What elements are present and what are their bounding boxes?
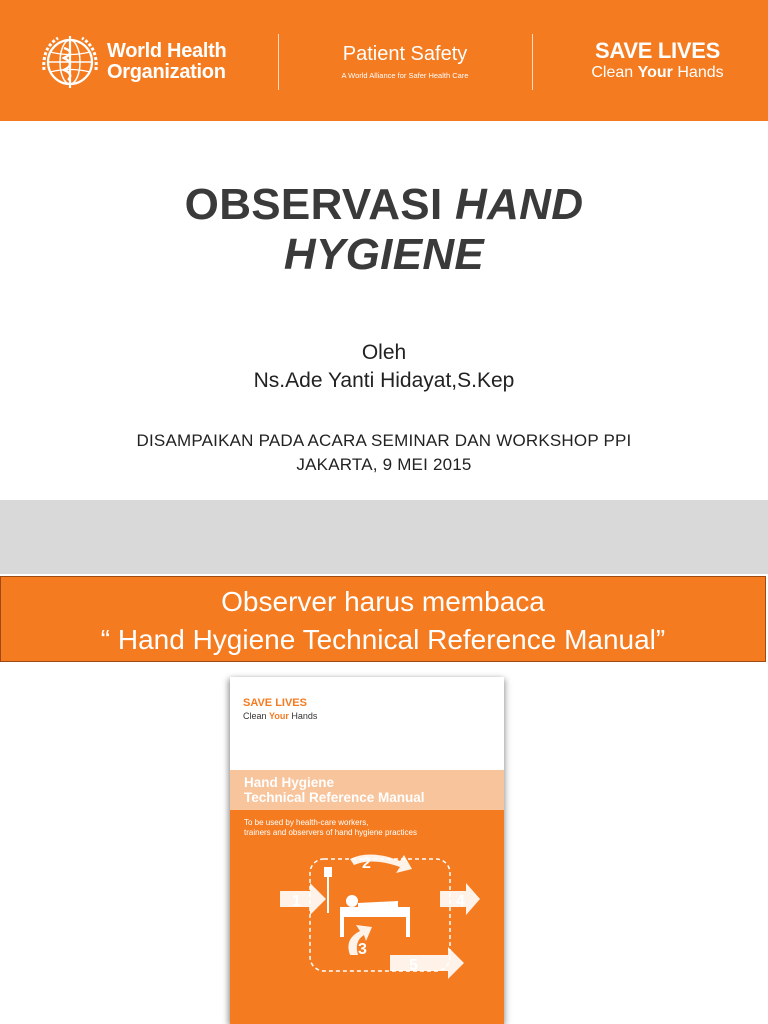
save-lives-logo [570,39,745,83]
cover-title-line1: Hand Hygiene [244,775,335,790]
by-label: Oleh [361,341,407,364]
moment-number: 2 [362,855,371,872]
header-bar [0,0,768,121]
manual-banner [0,576,766,662]
who-logo [40,32,240,92]
five-moments-diagram [280,851,480,991]
slide-title [84,180,684,280]
cover-title-line2: Technical Reference Manual [244,790,425,805]
patient-safety-title: Patient Safety [342,43,468,65]
who-emblem-icon [40,32,100,92]
cover-desc-line2: trainers and observers of hand hygiene practices [244,828,417,837]
cover-title [244,775,425,805]
location-date: JAKARTA, 9 MEI 2015 [296,455,472,474]
banner-line1: Observer harus membaca [221,586,545,617]
who-line1: World Health [107,40,227,62]
slogan-clean: Clean [591,64,634,81]
cover-slogan-clean: Clean [243,711,267,721]
moment-number: 5 [409,957,418,974]
cover-description [244,818,417,838]
patient-safety-logo [310,42,500,80]
banner-line2: “ Hand Hygiene Technical Reference Manual” [100,624,666,655]
author-block [0,339,768,395]
cover-slogan [243,711,317,721]
moment-number: 4 [456,893,465,910]
moment-number: 1 [292,893,301,910]
cover-slogan-hands: Hands [291,711,318,721]
cover-slogan-your: Your [269,711,289,721]
patient-bed-illustration [280,851,480,991]
slogan-your: Your [637,64,673,81]
patient-safety-subtitle: A World Alliance for Safer Health Care [341,71,469,80]
slide-separator [0,500,768,574]
title-word-observasi: OBSERVASI [184,180,443,229]
who-wordmark [107,41,226,83]
author-name: Ns.Ade Yanti Hidayat,S.Kep [253,369,515,392]
event-info [0,429,768,477]
manual-cover-image [230,677,504,1024]
header-divider [278,34,279,90]
clean-your-hands-slogan [570,63,745,83]
header-divider [532,34,533,90]
slogan-hands: Hands [677,64,724,81]
cover-save-lives: SAVE LIVES [243,697,307,709]
cover-desc-line1: To be used by health-care workers, [244,818,369,827]
moment-number: 3 [358,941,367,958]
save-lives-title: SAVE LIVES [595,38,720,63]
event-line: DISAMPAIKAN PADA ACARA SEMINAR DAN WORKSHOP PPI [136,431,632,450]
title-word-hand: HAND [455,180,584,229]
title-word-hygiene: HYGIENE [283,230,485,279]
who-line2: Organization [107,61,226,83]
